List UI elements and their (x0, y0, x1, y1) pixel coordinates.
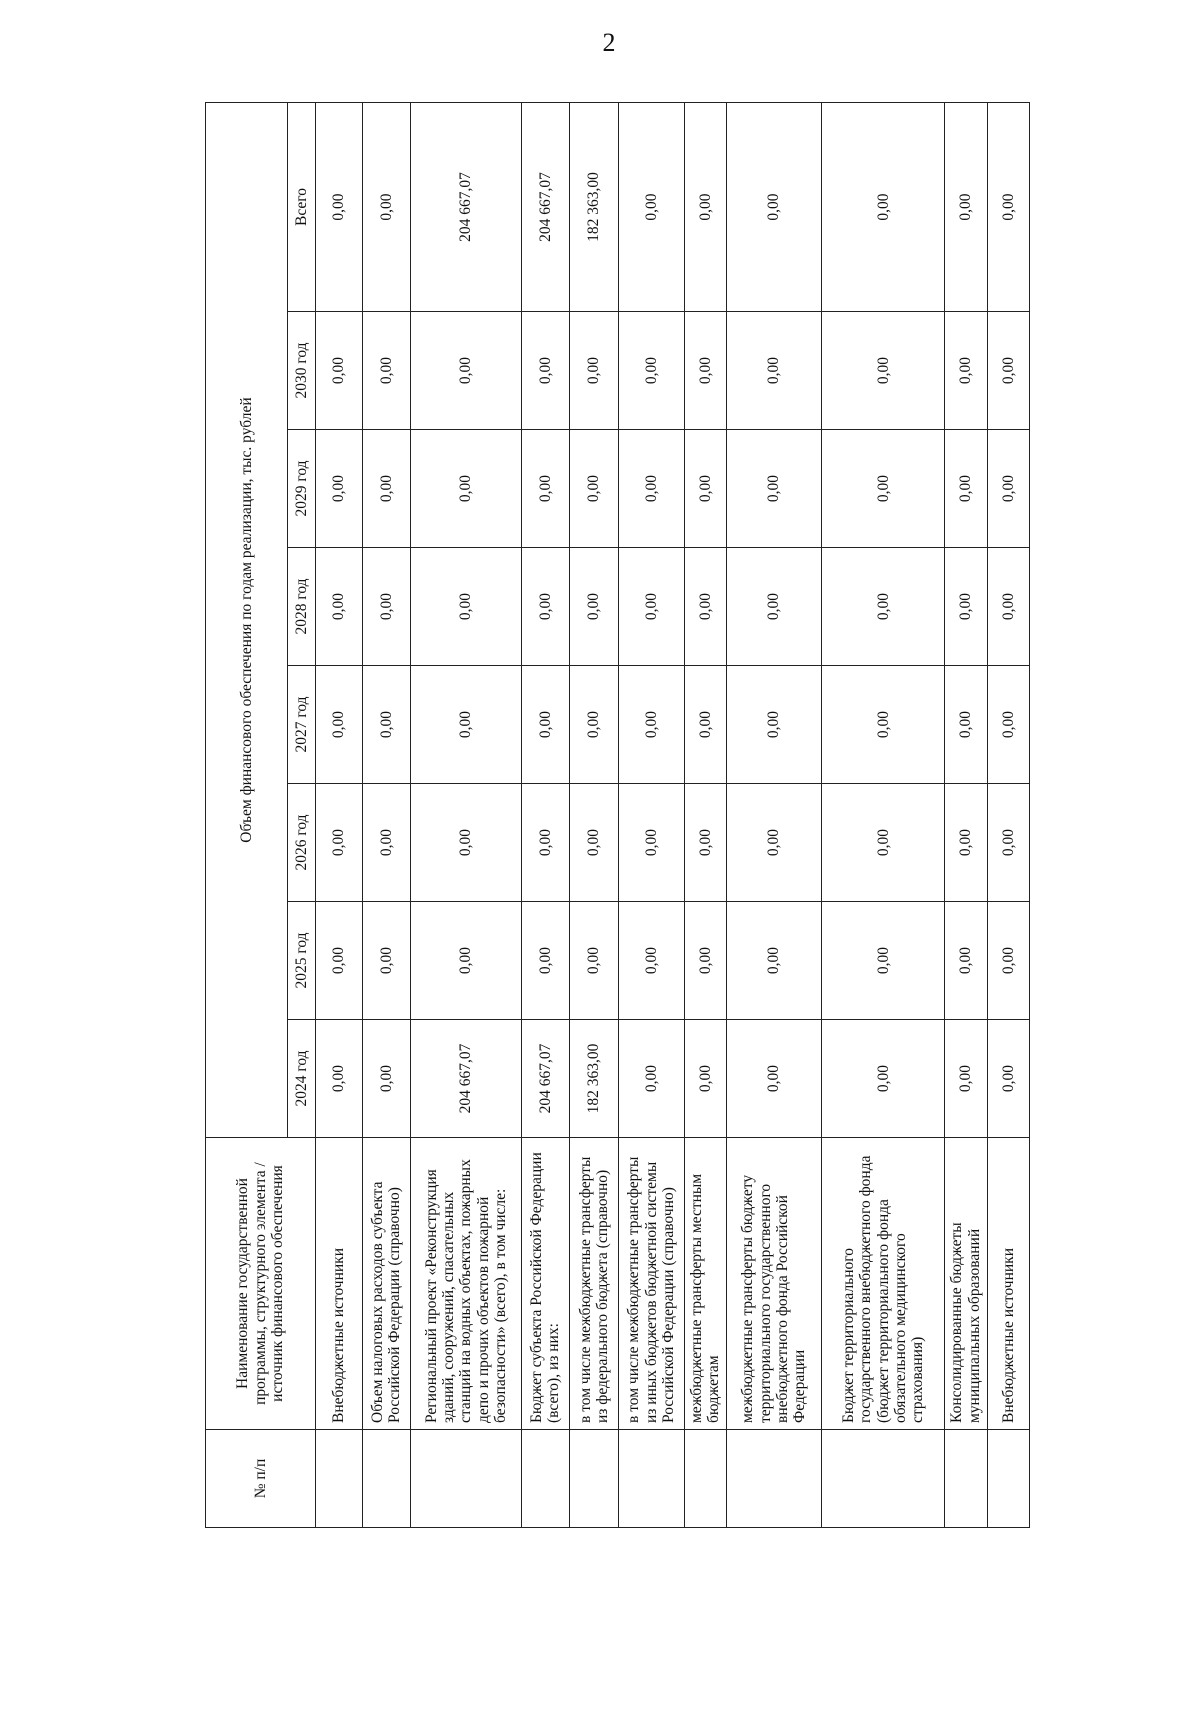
financing-table (205, 102, 1030, 1528)
table-row (570, 103, 619, 1528)
row-total-value: 0,00 (684, 103, 726, 312)
row-year-value: 0,00 (362, 548, 411, 666)
row-year-value: 0,00 (822, 548, 945, 666)
row-number (945, 1430, 987, 1528)
header-year: 2028 год (288, 548, 316, 666)
row-year-value: 0,00 (521, 430, 570, 548)
row-source-name: Внебюджетные источники (316, 1138, 363, 1430)
row-year-value: 0,00 (316, 666, 363, 784)
header-row-1 (206, 103, 288, 1528)
row-year-value: 0,00 (411, 312, 521, 430)
header-year: 2025 год (288, 902, 316, 1020)
row-source-name: Внебюджетные источники (987, 1138, 1029, 1430)
row-year-value: 0,00 (618, 666, 684, 784)
row-source-name: межбюджетные трансферты местным бюджетам (684, 1138, 726, 1430)
table-row (822, 103, 945, 1528)
row-year-value: 0,00 (570, 784, 619, 902)
row-year-value: 0,00 (316, 430, 363, 548)
row-year-value: 0,00 (987, 548, 1029, 666)
row-year-value: 0,00 (822, 784, 945, 902)
row-year-value: 204 667,07 (521, 1020, 570, 1138)
page-number: 2 (602, 28, 616, 57)
row-year-value: 0,00 (726, 902, 821, 1020)
row-year-value: 0,00 (684, 430, 726, 548)
row-year-value: 0,00 (684, 784, 726, 902)
row-year-value: 0,00 (618, 902, 684, 1020)
row-year-value: 0,00 (726, 430, 821, 548)
header-year: 2024 год (288, 1020, 316, 1138)
row-year-value: 0,00 (987, 902, 1029, 1020)
row-total-value: 0,00 (987, 103, 1029, 312)
row-year-value: 0,00 (987, 784, 1029, 902)
row-source-name: Консолидированные бюджеты муниципальных образований (945, 1138, 987, 1430)
header-year: 2030 год (288, 312, 316, 430)
row-year-value: 0,00 (618, 1020, 684, 1138)
row-year-value: 0,00 (411, 430, 521, 548)
row-year-value: 0,00 (411, 666, 521, 784)
row-year-value: 0,00 (411, 784, 521, 902)
row-year-value: 0,00 (945, 430, 987, 548)
row-number (316, 1430, 363, 1528)
row-year-value: 0,00 (822, 312, 945, 430)
row-year-value: 0,00 (362, 312, 411, 430)
row-year-value: 0,00 (945, 666, 987, 784)
row-number (726, 1430, 821, 1528)
row-year-value: 0,00 (945, 784, 987, 902)
row-total-value: 0,00 (822, 103, 945, 312)
row-year-value: 182 363,00 (570, 1020, 619, 1138)
row-year-value: 0,00 (726, 548, 821, 666)
row-year-value: 0,00 (570, 430, 619, 548)
row-year-value: 0,00 (684, 1020, 726, 1138)
row-year-value: 0,00 (362, 430, 411, 548)
row-year-value: 0,00 (987, 666, 1029, 784)
header-year: 2027 год (288, 666, 316, 784)
header-group: Объем финансового обеспечения по годам реализации, тыс. рублей (206, 103, 288, 1138)
row-year-value: 0,00 (945, 902, 987, 1020)
table-row (362, 103, 411, 1528)
header-num: № п/п (206, 1430, 316, 1528)
table-row (726, 103, 821, 1528)
row-year-value: 0,00 (362, 666, 411, 784)
row-total-value: 0,00 (316, 103, 363, 312)
row-total-value: 0,00 (945, 103, 987, 312)
row-year-value: 0,00 (521, 548, 570, 666)
table-row (618, 103, 684, 1528)
row-year-value: 0,00 (684, 312, 726, 430)
row-year-value: 0,00 (570, 312, 619, 430)
row-year-value: 0,00 (316, 1020, 363, 1138)
row-year-value: 0,00 (570, 548, 619, 666)
row-year-value: 0,00 (684, 548, 726, 666)
row-source-name: в том числе межбюджетные трансферты из иных бюджетов бюджетной системы Российской Федерации (справочно) (618, 1138, 684, 1430)
row-year-value: 204 667,07 (411, 1020, 521, 1138)
row-year-value: 0,00 (570, 902, 619, 1020)
row-year-value: 0,00 (822, 902, 945, 1020)
row-number (521, 1430, 570, 1528)
row-year-value: 0,00 (618, 784, 684, 902)
row-year-value: 0,00 (987, 312, 1029, 430)
rotated-table-container (205, 103, 1030, 1528)
row-total-value: 0,00 (618, 103, 684, 312)
row-year-value: 0,00 (521, 666, 570, 784)
row-source-name: Бюджет субъекта Российской Федерации (всего), из них: (521, 1138, 570, 1430)
row-year-value: 0,00 (362, 902, 411, 1020)
row-number (411, 1430, 521, 1528)
row-year-value: 0,00 (316, 784, 363, 902)
table-row (316, 103, 363, 1528)
row-number (570, 1430, 619, 1528)
row-year-value: 0,00 (570, 666, 619, 784)
row-source-name: в том числе межбюджетные трансферты из федерального бюджета (справочно) (570, 1138, 619, 1430)
row-year-value: 0,00 (726, 666, 821, 784)
row-year-value: 0,00 (618, 312, 684, 430)
row-year-value: 0,00 (316, 312, 363, 430)
table-row (411, 103, 521, 1528)
row-year-value: 0,00 (726, 312, 821, 430)
row-year-value: 0,00 (726, 1020, 821, 1138)
row-year-value: 0,00 (945, 548, 987, 666)
row-source-name: Региональный проект «Реконструкция зданий, сооружений, спасательных станций на водных объектах, пожарных депо и прочих объектов пожарной безопасности» (всего), в том числе: (411, 1138, 521, 1430)
row-year-value: 0,00 (822, 666, 945, 784)
row-year-value: 0,00 (521, 902, 570, 1020)
table-row (521, 103, 570, 1528)
row-year-value: 0,00 (822, 1020, 945, 1138)
row-number (618, 1430, 684, 1528)
row-year-value: 0,00 (411, 548, 521, 666)
row-year-value: 0,00 (726, 784, 821, 902)
row-source-name: Объем налоговых расходов субъекта Российской Федерации (справочно) (362, 1138, 411, 1430)
row-year-value: 0,00 (362, 784, 411, 902)
row-year-value: 0,00 (987, 1020, 1029, 1138)
row-total-value: 182 363,00 (570, 103, 619, 312)
row-number (987, 1430, 1029, 1528)
row-number (822, 1430, 945, 1528)
row-total-value: 204 667,07 (411, 103, 521, 312)
row-year-value: 0,00 (987, 430, 1029, 548)
row-year-value: 0,00 (945, 1020, 987, 1138)
row-total-value: 204 667,07 (521, 103, 570, 312)
row-year-value: 0,00 (945, 312, 987, 430)
row-source-name: межбюджетные трансферты бюджету территориального государственного внебюджетного фонда Российской Федерации (726, 1138, 821, 1430)
row-year-value: 0,00 (684, 666, 726, 784)
row-year-value: 0,00 (362, 1020, 411, 1138)
row-number (362, 1430, 411, 1528)
row-year-value: 0,00 (521, 784, 570, 902)
row-year-value: 0,00 (316, 548, 363, 666)
table-row (945, 103, 987, 1528)
row-year-value: 0,00 (521, 312, 570, 430)
row-source-name: Бюджет территориального государственного внебюджетного фонда (бюджет территориального фонда обязательного медицинского страхования) (822, 1138, 945, 1430)
header-year: 2029 год (288, 430, 316, 548)
table-row (684, 103, 726, 1528)
row-total-value: 0,00 (362, 103, 411, 312)
row-year-value: 0,00 (684, 902, 726, 1020)
row-year-value: 0,00 (411, 902, 521, 1020)
header-year: 2026 год (288, 784, 316, 902)
row-total-value: 0,00 (726, 103, 821, 312)
row-year-value: 0,00 (618, 548, 684, 666)
row-number (684, 1430, 726, 1528)
row-year-value: 0,00 (822, 430, 945, 548)
header-name: Наименование государственной программы, структурного элемента / источник финансового обеспечения (206, 1138, 316, 1430)
row-year-value: 0,00 (316, 902, 363, 1020)
table-row (987, 103, 1029, 1528)
table-body (316, 103, 1030, 1528)
row-year-value: 0,00 (618, 430, 684, 548)
header-total: Всего (288, 103, 316, 312)
